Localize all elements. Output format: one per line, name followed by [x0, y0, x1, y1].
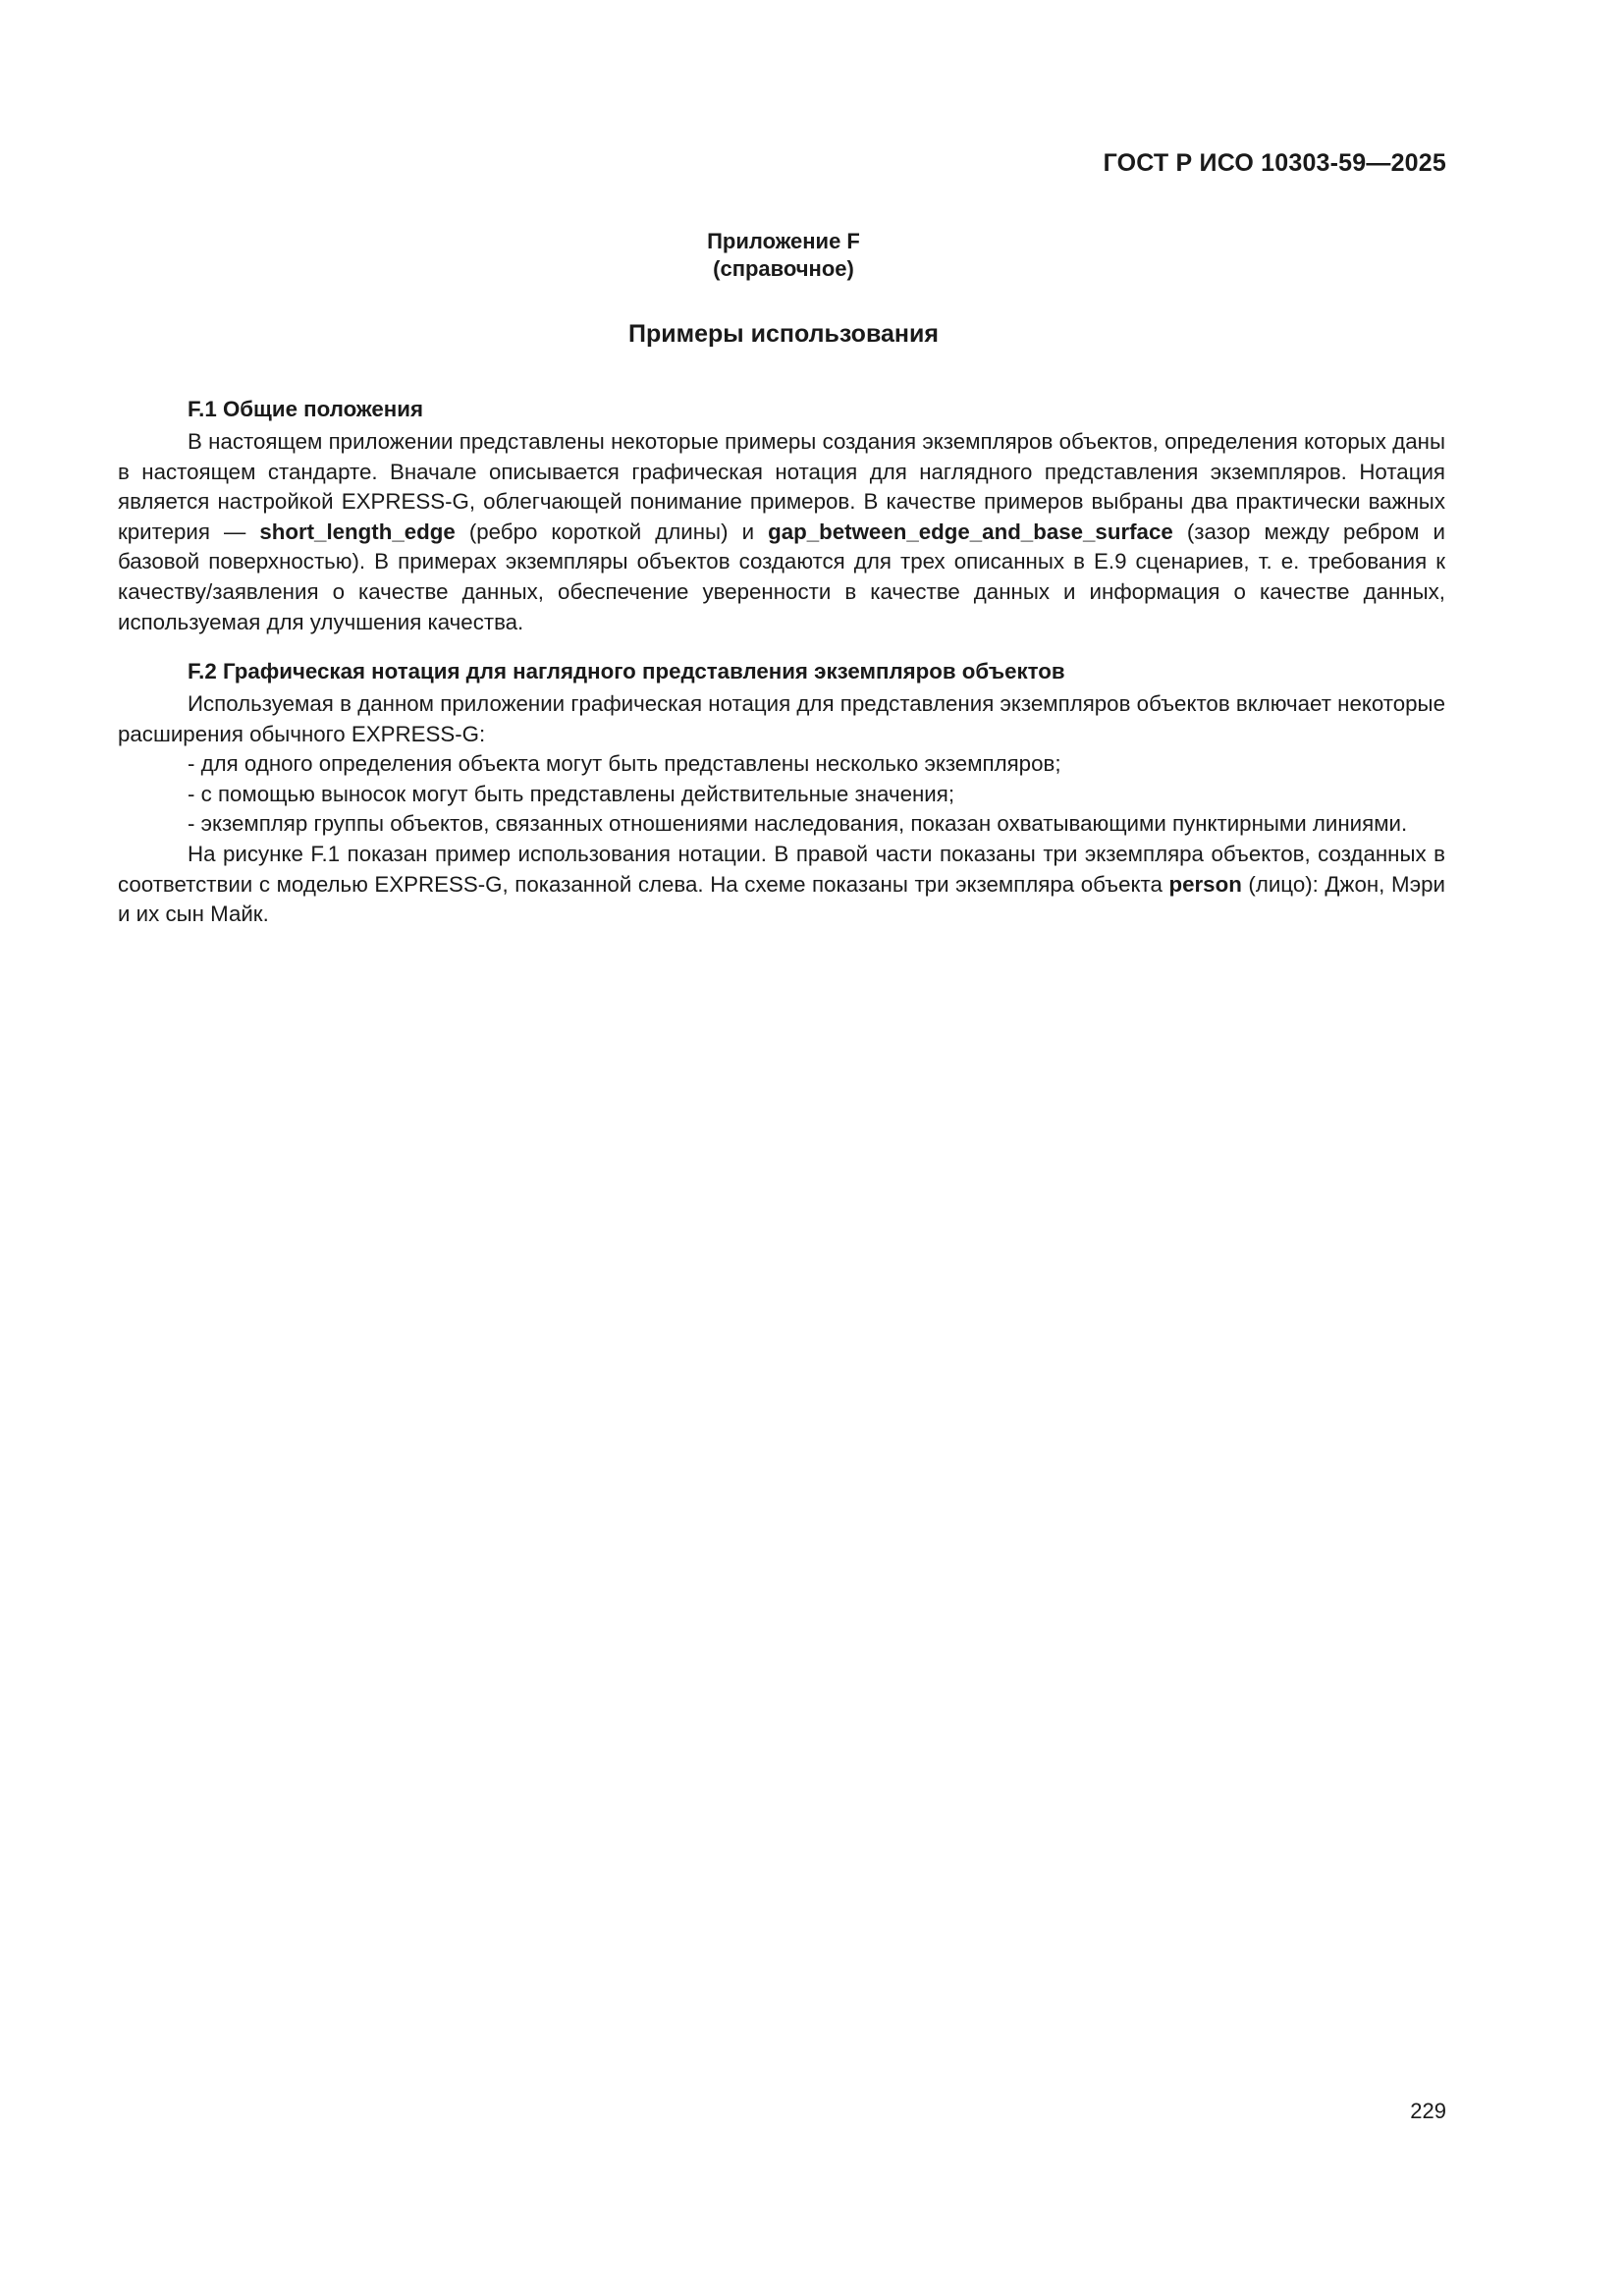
- text-run: В настоящем приложении представлены некоторые примеры создания экземпляров объектов, определения которых даны в настоящем стандарте. Вначале описывается графическая нотация для наглядного представления экземпляров. Нотация является настройкой EXPRESS-G, облегчающей понимание примеров. В качестве примеров выбраны два практически важных критерия —: [118, 429, 1445, 544]
- term-gap-between-edge-and-base-surface: gap_between_edge_and_base_surface: [768, 519, 1173, 544]
- section-heading-f1: F.1 Общие положения: [188, 397, 423, 421]
- annex-type: (справочное): [713, 256, 854, 281]
- annex-label-block: [0, 228, 1567, 283]
- section-heading-f2: F.2 Графическая нотация для наглядного представления экземпляров объектов: [188, 659, 1065, 683]
- section-f2-body: [118, 689, 1445, 930]
- paragraph: [118, 427, 1445, 637]
- text-run: На рисунке F.1 показан пример использования нотации. В правой части показаны три экземпляра объектов, созданных в соответствии с моделью EXPRESS-G, показанной слева. На схеме показаны три экземпляра объекта: [118, 841, 1445, 897]
- list-item: - с помощью выносок могут быть представлены действительные значения;: [188, 781, 955, 806]
- annex-title: Примеры использования: [628, 320, 939, 348]
- text-run: (зазор между ребром и базовой поверхностью). В примерах экземпляры объектов создаются для трех описанных в E.9 сценариев, т. е. требования к качеству/заявления о качестве данных, обеспечение уверенности в качестве данных и информация о качестве данных, используемая для улучшения качества.: [118, 519, 1446, 634]
- term-short-length-edge: short_length_edge: [259, 519, 456, 544]
- term-person: person: [1168, 871, 1242, 897]
- paragraph: [118, 840, 1445, 930]
- list-item: - для одного определения объекта могут быть представлены несколько экземпляров;: [188, 751, 1061, 777]
- annex-label: Приложение F: [707, 229, 860, 253]
- text-run: (лицо): Джон, Мэри и их сын Майк.: [118, 871, 1445, 927]
- paragraph: Используемая в данном приложении графическая нотация для представления экземпляров объектов включает некоторые расширения обычного EXPRESS-G:: [118, 691, 1445, 746]
- page-number: 229: [1410, 2099, 1446, 2123]
- section-f1-body: [118, 427, 1445, 637]
- text-run: (ребро короткой длины) и: [455, 519, 769, 544]
- list-item: - экземпляр группы объектов, связанных отношениями наследования, показан охватывающими пунктирными линиями.: [188, 811, 1408, 837]
- document-code: ГОСТ Р ИСО 10303-59—2025: [1103, 149, 1446, 177]
